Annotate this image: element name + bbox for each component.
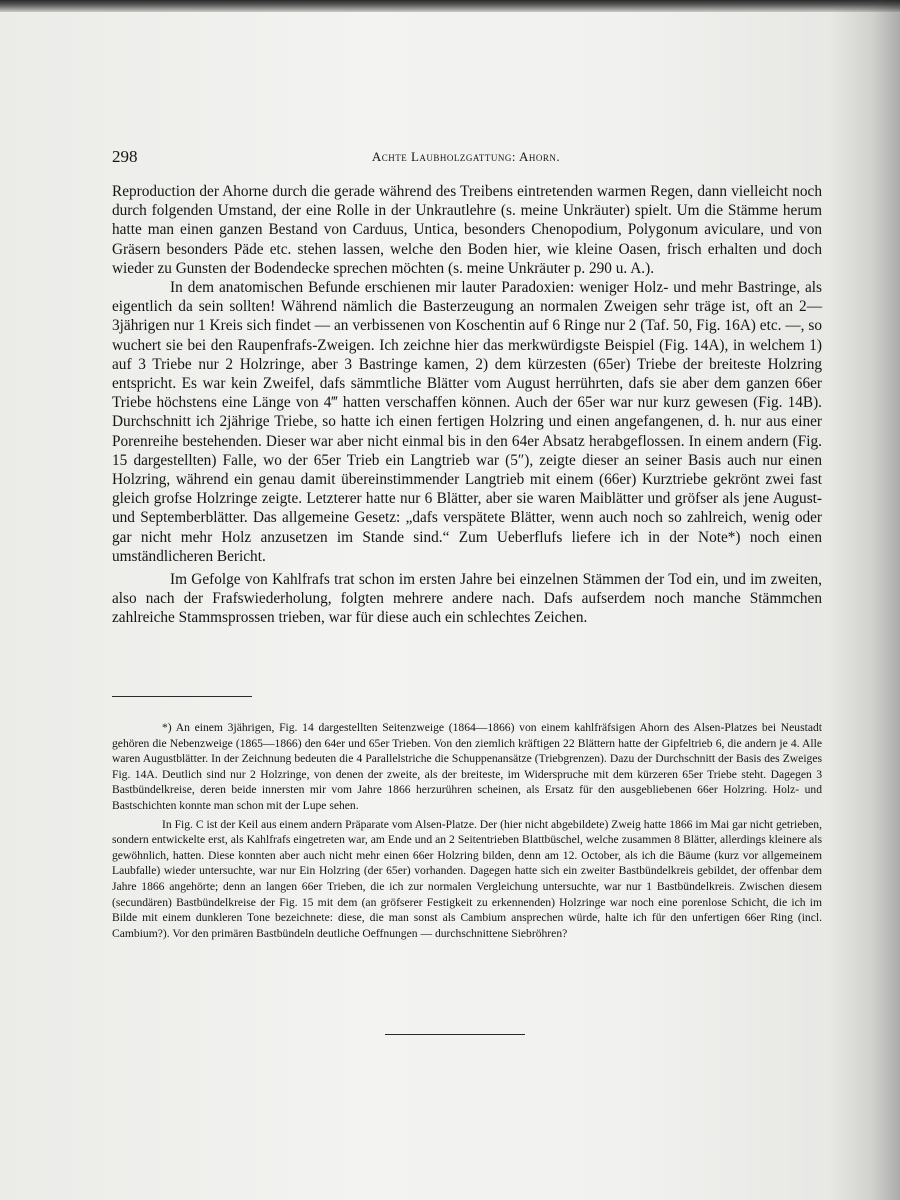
main-text <box>112 182 822 628</box>
scan-shadow-right <box>830 0 900 1200</box>
scan-shadow-top <box>0 0 900 12</box>
paragraph-reproduction: Reproduction der Ahorne durch die gerade während des Treibens eintretenden warmen Regen, dann vielleicht noch durch folgenden Umstand, der eine Rolle in der Unkrautlehre (s. meine Unkräuter) spielt. Um die Stämme herum hatte man einen ganzen Bestand von Carduus, Untica, besonders Chenopodium, Polygonum aviculare, und von Gräsern besonders Päde etc. stehen lassen, welche den Boden hier, wie kleine Oasen, frisch erhalten und doch wieder zu Gunsten der Bodendecke sprechen möchten (s. meine Unkräuter p. 290 u. A.). <box>112 183 822 277</box>
running-title: Achte Laubholzgattung: Ahorn. <box>371 149 561 164</box>
end-rule <box>385 1034 525 1035</box>
paragraph-kahlfrass: Im Gefolge von Kahlfrafs trat schon im ersten Jahre bei einzelnen Stämmen der Tod ein, und im zweiten, also nach der Frafswiederholung, folgten mehrere andere nach. Dafs aufserdem noch manche Stämmchen zahlreiche Stammsprossen trieben, war für diese auch ein schlechtes Zeichen. <box>112 571 822 627</box>
footnotes <box>112 720 822 941</box>
paragraph-anatomy: In dem anatomischen Befunde erschienen mir lauter Paradoxien: weniger Holz- und mehr Bastringe, als eigentlich da sein sollten! Während nämlich die Basterzeugung an normalen Zweigen sehr träge ist, oft an 2—3jährigen nur 1 Kreis sich findet — an verbissenen von Koschentin auf 6 Ringe nur 2 (Taf. 50, Fig. 16A) etc. —, so wuchert sie bei den Raupenfrafs-Zweigen. Ich zeichne hier das merkwürdigste Beispiel (Fig. 14A), in welchem 1) auf 3 Triebe nur 2 Holzringe, aber 3 Bastringe kamen, 2) dem kürzesten (65er) Triebe der breiteste Holzring entspricht. Es war kein Zweifel, dafs sämmtliche Blätter vom August herrührten, dafs sie aber dem ganzen 66er Triebe höchstens eine Länge von 4‴ hatten verschaffen können. Auch der 65er war nur kurz gewesen (Fig. 14B). Durchschnitt ich 2jährige Triebe, so hatte ich einen fertigen Holzring und einen angefangenen, d. h. nur aus einer Porenreihe bestehenden. Dieser war aber nicht einmal bis in den 64er Absatz herabgeflossen. In einem andern (Fig. 15 dargestellten) Falle, wo der 65er Trieb ein Langtrieb war (5″), zeigte dieser an seiner Basis auch nur einen Holzring, während ein genau damit übereinstimmender Langtrieb mit einem (66er) Kurztriebe gekrönt zwei fast gleich grofse Holzringe zeigte. Letzterer hatte nur 6 Blätter, aber sie waren Maiblätter und gröfser als jene August- und Septemberblätter. Das allgemeine Gesetz: „dafs verspätete Blätter, wenn auch noch so zahlreich, wenig oder gar nicht mehr Holz anzusetzen im Stande sind.“ Zum Ueberflufs liefere ich in der Note*) noch einen umständlicheren Bericht. <box>112 279 822 565</box>
footnote-2: In Fig. C ist der Keil aus einem andern Präparate vom Alsen-Platze. Der (hier nicht abgebildete) Zweig hatte 1866 im Mai gar nicht getrieben, sondern entwickelte erst, als Kahlfrafs eingetreten war, am Ende und an 2 Seitentrieben Blattbüschel, welche zusammen 8 Blätter, allerdings kleinere als gewöhnlich, hatten. Diese konnten aber auch nicht mehr einen 66er Holzring bilden, denn am 12. October, als ich die Bäume (kurz vor allgemeinem Laubfalle) wieder untersuchte, war nur Ein Holzring (der 65er) vorhanden. Dagegen hatte sich ein zweiter Bastbündelkreis gebildet, der offenbar dem Jahre 1866 angehörte; denn an langen 66er Trieben, die ich zur normalen Vergleichung untersuchte, war nur 1 Bastbündelkreis. Zwischen diesem (secundären) Bastbündelkreise der Fig. 15 mit dem (an gröfserer Festigkeit zu erkennenden) Holzringe war noch eine porenlose Schicht, die ich im Bilde mit einem dunkleren Tone bezeichnete: diese, die man sonst als Cambium ansprechen würde, halte ich für den unfertigen 66er Ring (incl. Cambium?). Vor den primären Bastbündeln deutliche Oeffnungen — durchschnittene Siebröhren? <box>112 817 822 940</box>
page-number: 298 <box>112 147 138 166</box>
footnote-1: *) An einem 3jährigen, Fig. 14 dargestellten Seitenzweige (1864—1866) von einem kahlfräfsigen Ahorn des Alsen-Platzes bei Neustadt gehören die Nebenzweige (1865—1866) den 64er und 65er Trieben. Von den ziemlich kräftigen 22 Blättern hatte der Gipfeltrieb 6, die andern je 4. Alle waren Augustblätter. In der Zeichnung bedeuten die 4 Parallelstriche die Schuppenansätze (Triebgrenzen). Dazu der Durchschnitt der Basis des Zweiges Fig. 14A. Deutlich sind nur 2 Holzringe, von denen der zweite, als der breiteste, im Widerspruche mit dem kürzeren 65er Triebe steht. Dagegen 3 Bastbündelkreise, deren beide innersten mir vom Jahre 1866 herzurühren scheinen, als Ersatz für den ausgebliebenen 66er Holzring. Holz- und Bastschichten konnte man schon mit der Lupe sehen. <box>112 721 822 812</box>
footnote-separator <box>112 696 252 697</box>
page-header <box>112 147 820 169</box>
